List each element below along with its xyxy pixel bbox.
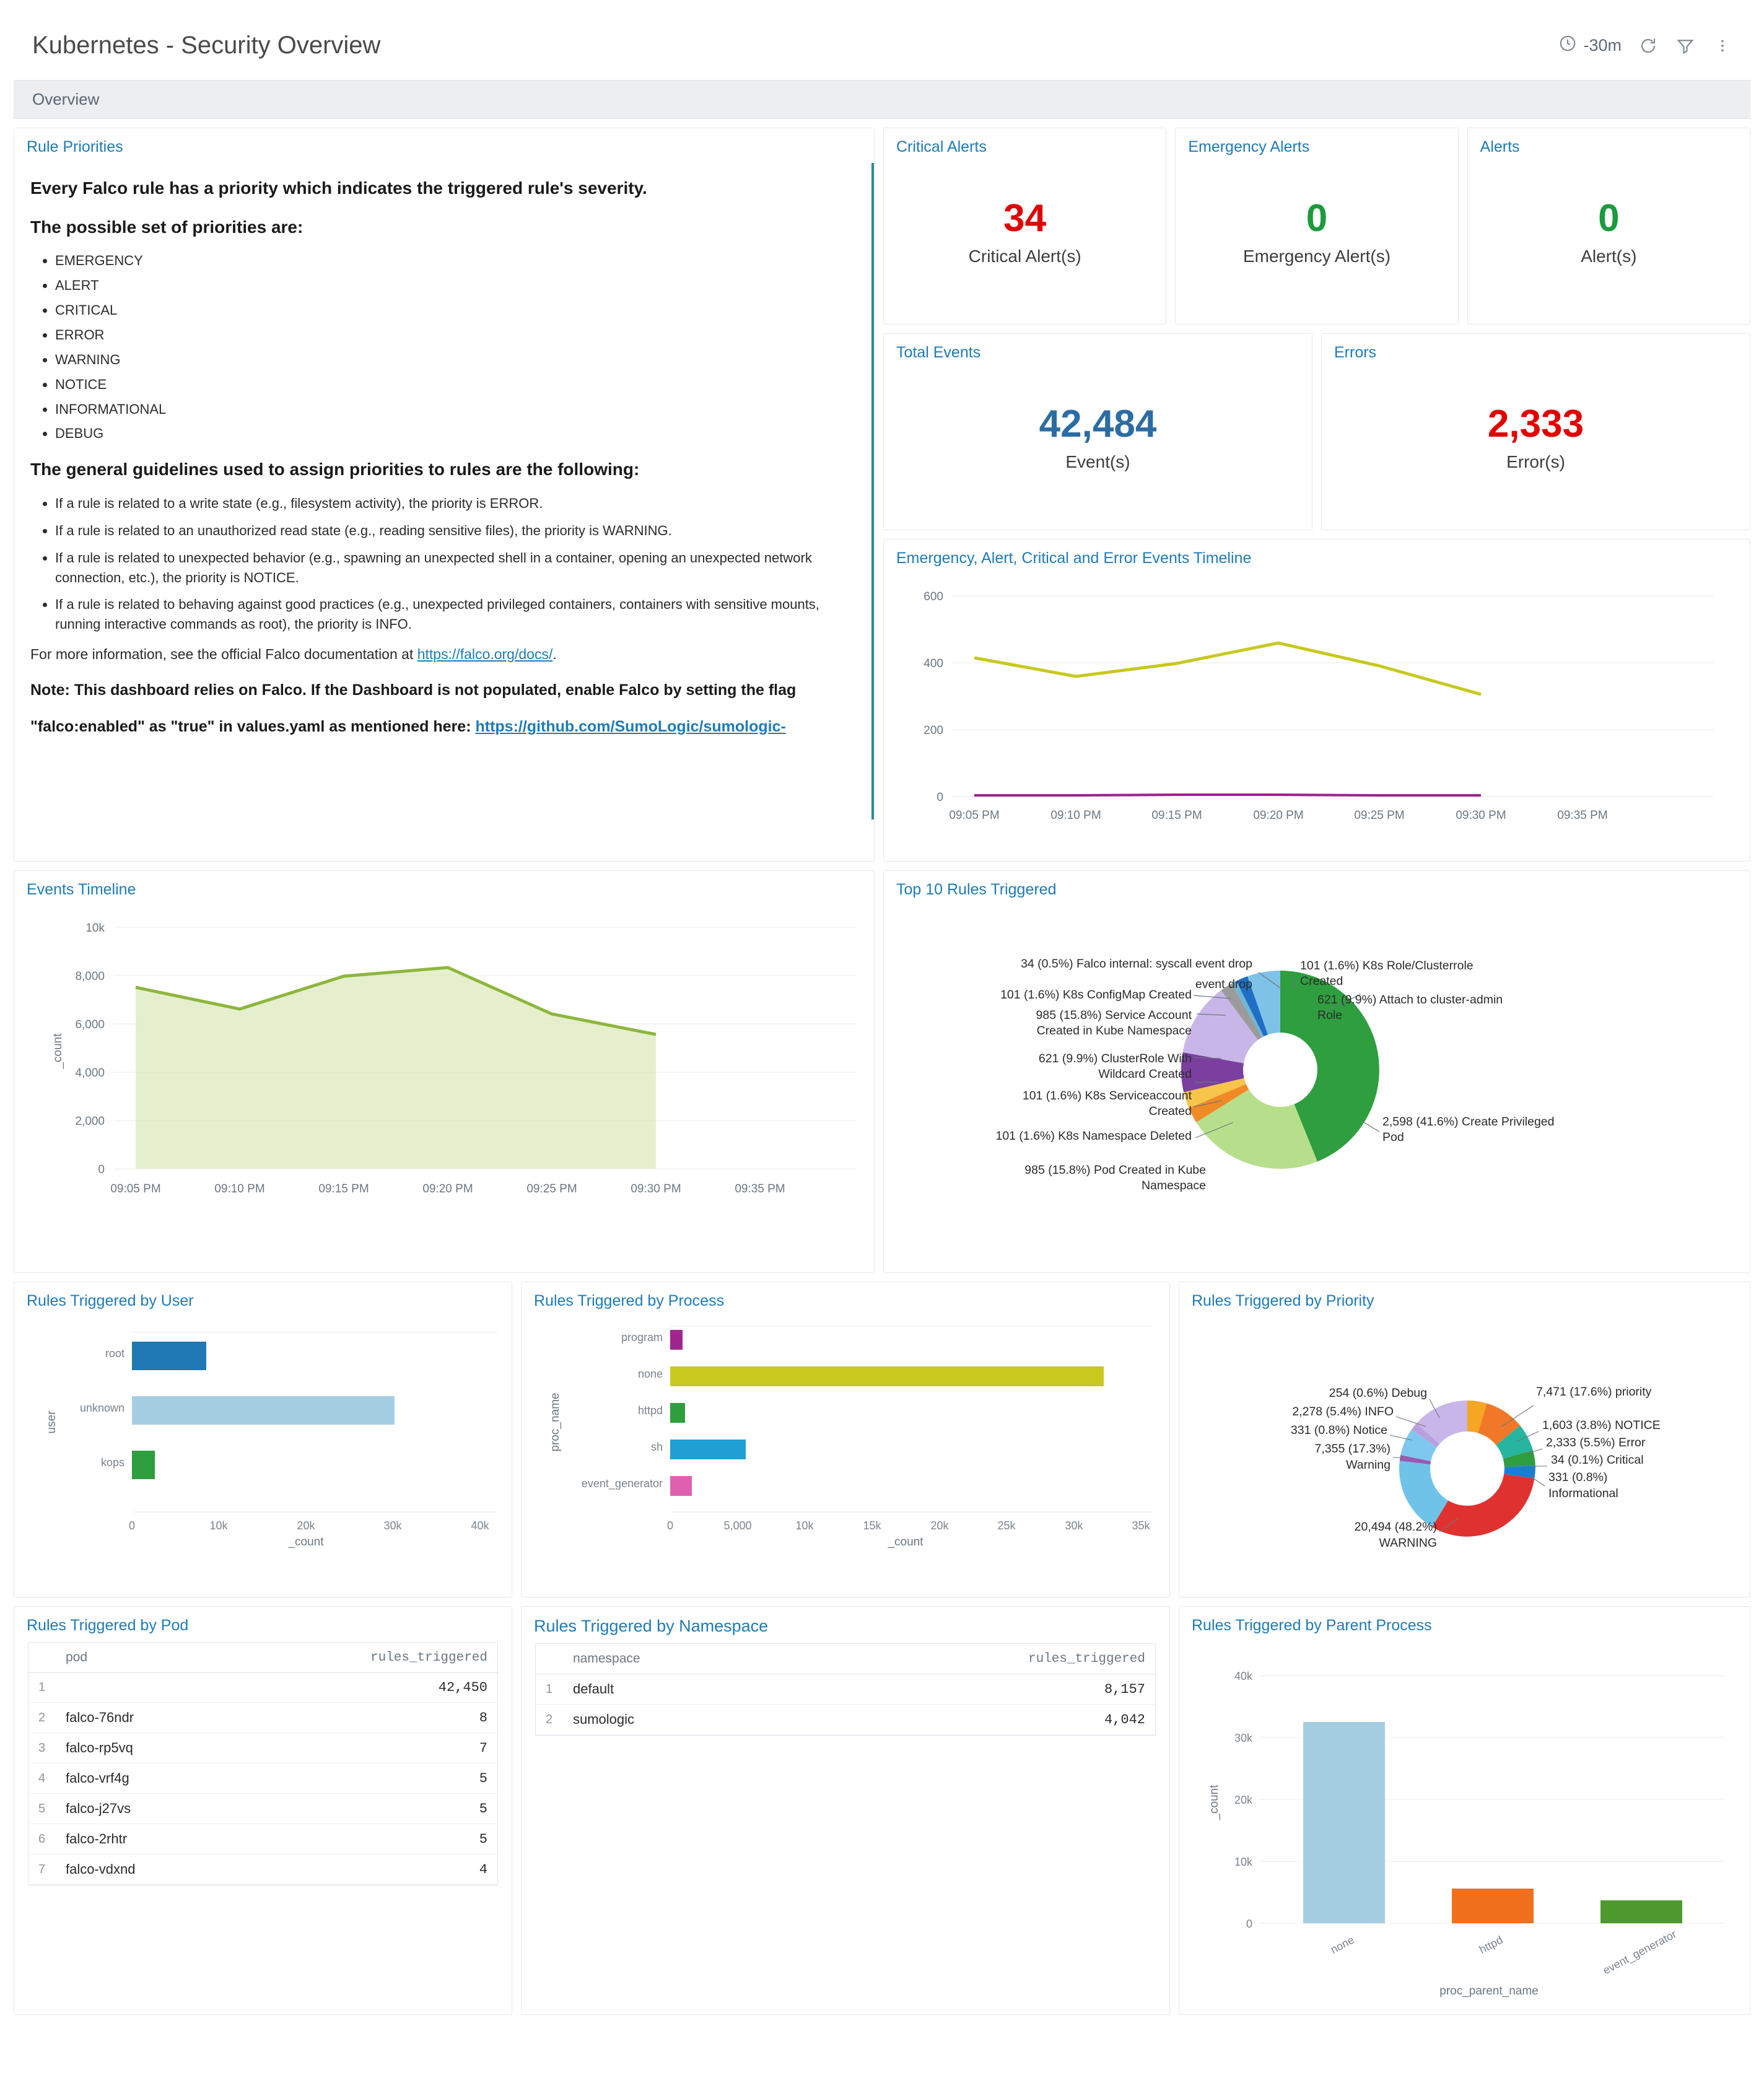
table-row[interactable] xyxy=(28,1824,497,1855)
tab-overview[interactable]: Overview xyxy=(32,90,100,108)
stat-unit: Error(s) xyxy=(1506,452,1565,471)
svg-text:20k: 20k xyxy=(930,1519,949,1532)
panel-priority-events-timeline xyxy=(883,539,1750,862)
list-item xyxy=(55,494,858,513)
svg-text:09:05 PM: 09:05 PM xyxy=(949,809,1000,822)
table-header-row xyxy=(28,1643,497,1673)
stat-unit: Emergency Alert(s) xyxy=(1242,246,1391,266)
list-item: • ALERT xyxy=(55,276,858,295)
slice-label-h: Namespace xyxy=(1141,1179,1206,1192)
list-item xyxy=(55,595,858,634)
tab-bar xyxy=(14,81,1750,119)
svg-text:09:25 PM: 09:25 PM xyxy=(1354,809,1405,822)
time-range-picker[interactable] xyxy=(1558,34,1622,57)
stat-unit: Critical Alert(s) xyxy=(968,246,1081,266)
stat-value: 0 xyxy=(1306,197,1328,240)
table-col-namespace[interactable]: namespace xyxy=(563,1644,793,1674)
row-index: 5 xyxy=(28,1794,56,1824)
slice-label: 101 (1.6%) K8s Namespace Deleted xyxy=(995,1129,1192,1143)
slice-label-e: 101 (1.6%) K8s Serviceaccount xyxy=(1022,1089,1192,1103)
page-title: Kubernetes - Security Overview xyxy=(32,32,381,59)
svg-text:4,000: 4,000 xyxy=(75,1067,105,1080)
panel-title-priority-timeline: Emergency, Alert, Critical and Error Events Timeline xyxy=(896,549,1252,567)
table-row[interactable] xyxy=(536,1705,1155,1735)
svg-text:09:30 PM: 09:30 PM xyxy=(631,1182,681,1195)
note-line-2 xyxy=(30,715,858,739)
table-header-row xyxy=(536,1644,1155,1674)
priority-events-timeline-chart xyxy=(884,571,1745,844)
slice-label-warn-2: WARNING xyxy=(1379,1536,1437,1550)
table-row[interactable] xyxy=(28,1703,497,1733)
table-col-rules-triggered[interactable]: rules_triggered xyxy=(793,1644,1155,1674)
slice-label-n: Pod xyxy=(1382,1130,1404,1144)
svg-text:2,000: 2,000 xyxy=(75,1115,105,1128)
cell-pod: falco-rp5vq xyxy=(56,1733,230,1763)
list-item xyxy=(55,548,858,588)
rules-by-parent-process-chart xyxy=(1179,1638,1750,2015)
cell-rules-triggered: 8 xyxy=(230,1703,497,1733)
cell-rules-triggered: 7 xyxy=(230,1733,497,1763)
stat-label: Total Events xyxy=(896,344,981,361)
header-actions xyxy=(1558,34,1733,57)
svg-text:09:05 PM: 09:05 PM xyxy=(110,1182,161,1195)
slice-label-warning-1: 7,355 (17.3%) xyxy=(1314,1442,1391,1456)
svg-text:sh: sh xyxy=(650,1441,663,1453)
slice-label: 2,278 (5.4%) INFO xyxy=(1292,1405,1394,1418)
cell-rules-triggered: 5 xyxy=(230,1763,497,1794)
guideline-text: If a rule is related to an unauthorized read state (e.g., reading sensitive files), the priority is WARNING. xyxy=(55,522,672,538)
list-item: • CRITICAL xyxy=(55,300,858,320)
slice-label-info-1: 331 (0.8%) xyxy=(1548,1470,1608,1484)
svg-text:0: 0 xyxy=(937,791,943,804)
svg-text:09:15 PM: 09:15 PM xyxy=(1151,809,1202,822)
svg-text:0: 0 xyxy=(666,1519,674,1532)
right-column-top xyxy=(883,128,1750,862)
slice-label-m: 2,598 (41.6%) Create Privileged xyxy=(1382,1115,1555,1129)
filter-icon[interactable] xyxy=(1675,35,1696,56)
table-row[interactable] xyxy=(28,1794,497,1824)
cell-namespace: default xyxy=(563,1674,793,1705)
svg-text:20k: 20k xyxy=(1234,1794,1252,1806)
svg-text:10k: 10k xyxy=(795,1519,814,1532)
stat-value: 42,484 xyxy=(1039,403,1157,446)
row-index: 3 xyxy=(28,1733,56,1763)
stat-value: 2,333 xyxy=(1487,403,1584,446)
panel-scroll-indicator[interactable] xyxy=(871,163,875,819)
slice-label: 34 (0.5%) Falco internal: syscall event drop xyxy=(1021,957,1252,971)
cell-rules-triggered: 5 xyxy=(230,1824,497,1855)
panel-top-10-rules xyxy=(883,870,1750,1273)
row-timelines xyxy=(14,870,1750,1273)
stat-card-critical-alerts xyxy=(883,128,1166,325)
rule-priorities-content xyxy=(14,160,874,751)
list-item: • INFORMATIONAL xyxy=(55,400,858,419)
rules-lead-3: The general guidelines used to assign priorities to rules are the following: xyxy=(30,460,640,479)
list-item xyxy=(55,521,858,541)
slice-label-warn-1: 20,494 (48.2%) xyxy=(1354,1520,1437,1534)
svg-text:event_generator: event_generator xyxy=(1600,1928,1679,1977)
note-line-1: Note: This dashboard relies on Falco. If the Dashboard is not populated, enable Falco by setting the flag xyxy=(30,681,797,699)
stat-label: Critical Alerts xyxy=(896,138,987,155)
stat-unit: Event(s) xyxy=(1065,452,1130,471)
panel-title-rules-by-pod: Rules Triggered by Pod xyxy=(27,1617,189,1634)
row-index: 4 xyxy=(28,1763,56,1794)
row-index: 1 xyxy=(536,1674,563,1705)
row-top xyxy=(14,128,1750,862)
svg-text:25k: 25k xyxy=(997,1519,1016,1532)
cell-rules-triggered: 42,450 xyxy=(230,1673,497,1703)
slice-label: 254 (0.6%) Debug xyxy=(1329,1386,1427,1400)
stat-card-emergency-alerts xyxy=(1175,128,1458,325)
slice-label-k: 621 (9.9%) Attach to cluster-admin xyxy=(1317,993,1503,1007)
stat-row-1 xyxy=(883,128,1750,325)
cell-pod: falco-76ndr xyxy=(56,1703,230,1733)
rules-by-pod-table-wrap xyxy=(14,1638,512,1898)
bar xyxy=(132,1342,206,1370)
cell-pod: falco-2rhtr xyxy=(56,1824,230,1855)
svg-text:15k: 15k xyxy=(863,1519,881,1532)
guideline-text: If a rule is related to behaving against good practices (e.g., unexpected privileged containers, containers with sensitive mounts, running interactive commands as root), the priority is INFO. xyxy=(55,596,819,632)
slice-label-warning-2: Warning xyxy=(1346,1458,1391,1472)
svg-text:proc_parent_name: proc_parent_name xyxy=(1439,1985,1539,1998)
table-row[interactable] xyxy=(28,1733,497,1763)
table-col-index xyxy=(536,1644,563,1674)
panel-rules-by-namespace xyxy=(521,1606,1170,2015)
bar xyxy=(132,1396,395,1425)
panel-title-rules-by-user: Rules Triggered by User xyxy=(27,1292,194,1309)
slice-label-i: 101 (1.6%) K8s Role/Clusterrole xyxy=(1300,959,1474,972)
bar xyxy=(670,1366,1104,1386)
slice-label: 331 (0.8%) Notice xyxy=(1290,1423,1387,1437)
slice-label: 2,333 (5.5%) Error xyxy=(1546,1436,1646,1449)
bar xyxy=(670,1403,685,1423)
slice-label-b: Created in Kube Namespace xyxy=(1036,1024,1192,1038)
table-col-index xyxy=(28,1643,56,1673)
cell-rules-triggered: 8,157 xyxy=(793,1674,1155,1705)
slice-label-l: Role xyxy=(1317,1008,1343,1022)
svg-text:5,000: 5,000 xyxy=(723,1519,752,1532)
svg-text:09:35 PM: 09:35 PM xyxy=(1557,809,1608,822)
guideline-text: If a rule is related to unexpected behavior (e.g., spawning an unexpected shell in a container, opening an unexpected network connection, etc.), the priority is NOTICE. xyxy=(55,549,812,585)
svg-text:09:25 PM: 09:25 PM xyxy=(526,1182,577,1195)
dashboard-header xyxy=(14,11,1750,81)
note-prefix: "falco:enabled" as "true" in values.yaml as mentioned here: xyxy=(30,718,476,736)
slice-label-g: 985 (15.8%) Pod Created in Kube xyxy=(1024,1163,1206,1177)
guideline-text: If a rule is related to a write state (e.g., filesystem activity), the priority is ERROR. xyxy=(55,495,543,511)
rules-by-pod-table-box xyxy=(28,1642,498,1886)
cell-namespace: sumologic xyxy=(563,1705,793,1735)
more-info-line xyxy=(30,644,858,665)
top-10-rules-donut-chart xyxy=(884,902,1745,1273)
cell-pod: falco-vdxnd xyxy=(56,1855,230,1885)
panel-rules-by-process xyxy=(521,1282,1170,1597)
panel-title-rules-by-parent-process: Rules Triggered by Parent Process xyxy=(1192,1617,1432,1634)
svg-text:unknown: unknown xyxy=(79,1402,124,1414)
panel-rules-by-parent-process xyxy=(1179,1606,1750,2015)
panel-title-rules-by-process: Rules Triggered by Process xyxy=(534,1292,725,1309)
panel-title-rules-by-priority: Rules Triggered by Priority xyxy=(1192,1292,1374,1309)
list-item: • EMERGENCY xyxy=(55,251,858,271)
row-index: 7 xyxy=(28,1855,56,1885)
row-breakdowns xyxy=(14,1282,1750,1597)
slice-label-o: event drop xyxy=(1195,977,1252,991)
cell-rules-triggered: 4 xyxy=(230,1855,497,1885)
svg-text:09:20 PM: 09:20 PM xyxy=(1253,809,1304,822)
table-col-rules-triggered[interactable]: rules_triggered xyxy=(230,1643,497,1673)
panel-title-rule-priorities: Rule Priorities xyxy=(27,138,123,155)
svg-text:none: none xyxy=(1328,1933,1356,1956)
svg-text:09:15 PM: 09:15 PM xyxy=(318,1182,369,1195)
rules-by-namespace-table-wrap xyxy=(522,1640,1169,1748)
bar xyxy=(1303,1722,1385,1923)
time-range-label: -30m xyxy=(1583,36,1622,55)
svg-text:0: 0 xyxy=(128,1519,136,1532)
svg-text:_count: _count xyxy=(51,1033,64,1069)
panel-title-rules-by-namespace: Rules Triggered by Namespace xyxy=(534,1617,769,1635)
svg-text:_count: _count xyxy=(288,1536,324,1549)
slice-label: 1,603 (3.8%) NOTICE xyxy=(1542,1418,1661,1432)
list-item: • NOTICE xyxy=(55,375,858,395)
stat-unit: Alert(s) xyxy=(1581,246,1637,266)
svg-text:30k: 30k xyxy=(1234,1732,1252,1744)
svg-text:09:20 PM: 09:20 PM xyxy=(422,1182,473,1195)
cell-pod xyxy=(56,1673,230,1703)
slice-label-c: 621 (9.9%) ClusterRole With xyxy=(1038,1052,1192,1065)
table-row[interactable] xyxy=(28,1673,497,1703)
panel-rule-priorities xyxy=(14,128,875,862)
row-tables xyxy=(14,1606,1750,2015)
stat-value: 0 xyxy=(1598,197,1620,240)
rules-by-process-chart xyxy=(522,1314,1170,1597)
bar xyxy=(670,1330,683,1350)
stat-label: Emergency Alerts xyxy=(1188,138,1310,155)
cell-pod: falco-vrf4g xyxy=(56,1763,230,1794)
panel-rules-by-pod xyxy=(14,1606,512,2015)
sumologic-github-link[interactable]: https://github.com/SumoLogic/sumologic- xyxy=(475,718,786,736)
stat-card-errors xyxy=(1321,333,1750,530)
rules-by-namespace-table xyxy=(536,1644,1155,1735)
svg-text:_count: _count xyxy=(1208,1785,1221,1820)
panel-title-top-10-rules: Top 10 Rules Triggered xyxy=(896,881,1057,898)
guideline-list xyxy=(39,494,858,634)
svg-text:40k: 40k xyxy=(1234,1670,1252,1682)
slice-label: 101 (1.6%) K8s ConfigMap Created xyxy=(1000,988,1192,1002)
row-index: 2 xyxy=(536,1705,563,1735)
table-col-pod[interactable]: pod xyxy=(56,1643,230,1673)
svg-text:30k: 30k xyxy=(1065,1519,1083,1532)
table-row[interactable] xyxy=(28,1763,497,1794)
svg-text:30k: 30k xyxy=(383,1519,402,1532)
svg-text:0: 0 xyxy=(1246,1918,1252,1930)
svg-text:09:10 PM: 09:10 PM xyxy=(1050,809,1101,822)
table-row[interactable] xyxy=(536,1674,1155,1705)
stat-value: 34 xyxy=(1003,197,1047,240)
rules-by-pod-table xyxy=(28,1643,497,1885)
svg-text:09:10 PM: 09:10 PM xyxy=(214,1182,265,1195)
rules-by-namespace-table-box xyxy=(535,1643,1156,1736)
svg-text:proc_name: proc_name xyxy=(549,1392,562,1452)
svg-text:20k: 20k xyxy=(297,1519,315,1532)
slice-label-d: Wildcard Created xyxy=(1098,1067,1192,1081)
slice-label: 7,471 (17.6%) priority xyxy=(1536,1385,1652,1399)
svg-text:event_generator: event_generator xyxy=(581,1477,663,1490)
svg-text:600: 600 xyxy=(923,590,943,603)
slice-label-a: 985 (15.8%) Service Account xyxy=(1036,1008,1192,1022)
svg-text:program: program xyxy=(621,1331,663,1344)
svg-text:10k: 10k xyxy=(209,1519,228,1532)
donut-slices xyxy=(1399,1401,1535,1537)
svg-text:httpd: httpd xyxy=(637,1404,663,1417)
svg-text:kops: kops xyxy=(100,1456,124,1469)
svg-text:_count: _count xyxy=(888,1536,923,1549)
bar xyxy=(132,1451,155,1479)
rules-by-priority-donut-chart xyxy=(1179,1314,1750,1597)
svg-text:root: root xyxy=(105,1347,124,1360)
row-index: 1 xyxy=(28,1673,56,1703)
cell-rules-triggered: 5 xyxy=(230,1794,497,1824)
cell-pod: falco-j27vs xyxy=(56,1794,230,1824)
rules-by-user-chart xyxy=(14,1314,512,1597)
stat-label: Errors xyxy=(1334,344,1377,361)
bar xyxy=(670,1440,746,1459)
panel-events-timeline xyxy=(14,870,875,1273)
falco-docs-link[interactable]: https://falco.org/docs/ xyxy=(417,646,553,663)
list-item: • WARNING xyxy=(55,350,858,370)
slice-label-info-2: Informational xyxy=(1548,1487,1618,1500)
rules-lead-2: The possible set of priorities are: xyxy=(30,217,303,237)
svg-text:httpd: httpd xyxy=(1477,1933,1505,1956)
slice-label-f: Created xyxy=(1148,1104,1192,1118)
priority-list xyxy=(39,251,858,444)
svg-text:09:30 PM: 09:30 PM xyxy=(1456,809,1506,822)
svg-text:40k: 40k xyxy=(471,1519,489,1532)
clock-icon xyxy=(1558,34,1577,57)
svg-text:8,000: 8,000 xyxy=(75,970,105,983)
stat-label: Alerts xyxy=(1480,138,1520,155)
cell-rules-triggered: 4,042 xyxy=(793,1705,1155,1735)
row-index: 6 xyxy=(28,1824,56,1855)
svg-text:200: 200 xyxy=(923,724,943,737)
svg-text:10k: 10k xyxy=(85,922,105,935)
panel-title-events-timeline: Events Timeline xyxy=(27,881,136,898)
svg-text:09:35 PM: 09:35 PM xyxy=(735,1182,785,1195)
svg-text:none: none xyxy=(637,1368,663,1380)
bar xyxy=(670,1476,692,1496)
svg-text:0: 0 xyxy=(98,1163,105,1176)
list-item: • ERROR xyxy=(55,325,858,345)
svg-text:400: 400 xyxy=(923,657,943,670)
stat-card-total-events xyxy=(883,333,1312,530)
svg-text:6,000: 6,000 xyxy=(75,1018,105,1031)
table-row[interactable] xyxy=(28,1855,497,1885)
slice-label-j: Created xyxy=(1300,974,1343,988)
bar xyxy=(1452,1889,1534,1923)
panel-rules-by-user xyxy=(14,1282,512,1597)
stat-row-2 xyxy=(883,333,1750,530)
stat-card-alerts xyxy=(1467,128,1750,325)
panel-rules-by-priority xyxy=(1179,1282,1750,1597)
more-info-prefix: For more information, see the official Falco documentation at xyxy=(30,646,417,663)
svg-text:10k: 10k xyxy=(1234,1856,1252,1868)
events-timeline-chart xyxy=(14,902,875,1273)
bar xyxy=(1600,1900,1682,1923)
slice-label: 34 (0.1%) Critical xyxy=(1551,1453,1644,1467)
more-info-suffix: . xyxy=(552,646,557,663)
svg-text:user: user xyxy=(45,1410,58,1434)
rules-lead-1: Every Falco rule has a priority which indicates the triggered rule's severity. xyxy=(30,178,647,198)
refresh-icon[interactable] xyxy=(1638,35,1659,56)
svg-text:35k: 35k xyxy=(1132,1519,1150,1532)
more-vertical-icon[interactable] xyxy=(1712,35,1733,56)
row-index: 2 xyxy=(28,1703,56,1733)
list-item: • DEBUG xyxy=(55,424,858,444)
